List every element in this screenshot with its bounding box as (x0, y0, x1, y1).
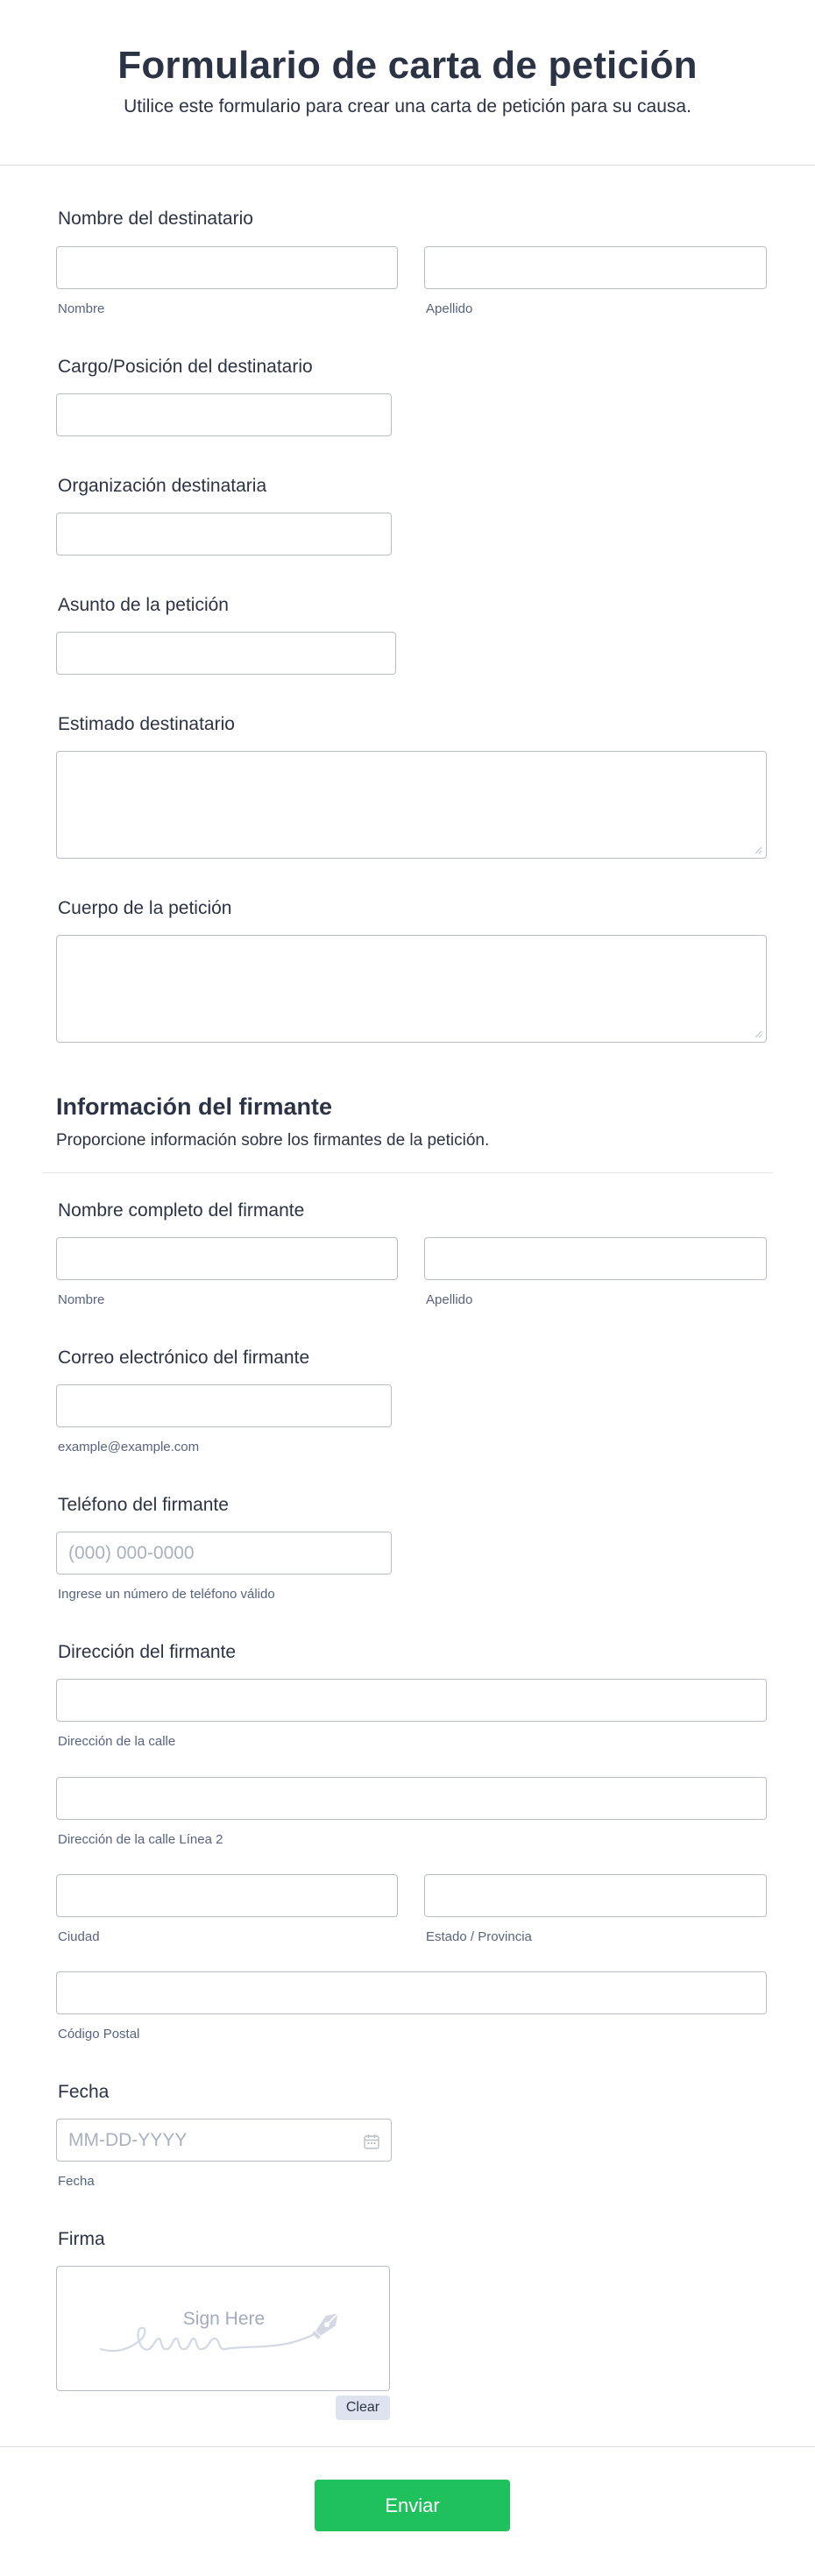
street-address-line2-sublabel: Dirección de la calle Línea 2 (58, 1832, 223, 1847)
recipient-org-input[interactable] (56, 513, 392, 556)
dear-recipient-textarea[interactable] (56, 751, 767, 859)
signer-email-sublabel: example@example.com (58, 1440, 200, 1454)
pen-nib-icon (306, 2304, 348, 2346)
postal-code-input[interactable] (56, 1971, 767, 2014)
page-subtitle: Utilice este formulario para crear una carta de petición para su causa. (124, 96, 691, 117)
recipient-position-label: Cargo/Posición del destinatario (58, 357, 313, 377)
petition-body-textarea[interactable] (56, 935, 767, 1043)
petition-subject-input[interactable] (56, 632, 396, 675)
footer-divider (0, 2446, 815, 2447)
signer-first-name-sublabel: Nombre (58, 1292, 105, 1307)
street-address-input[interactable] (56, 1679, 767, 1722)
recipient-first-name-input[interactable] (56, 246, 398, 289)
city-sublabel: Ciudad (58, 1929, 100, 1944)
signer-phone-sublabel: Ingrese un número de teléfono válido (58, 1587, 275, 1602)
date-placeholder: MM-DD-YYYY (68, 2129, 188, 2150)
recipient-last-name-sublabel: Apellido (426, 301, 473, 316)
state-province-input[interactable] (424, 1874, 767, 1917)
signer-name-label: Nombre completo del firmante (58, 1200, 305, 1221)
dear-recipient-label: Estimado destinatario (58, 714, 235, 734)
signer-email-input[interactable] (56, 1384, 392, 1427)
petition-subject-label: Asunto de la petición (58, 595, 229, 615)
signer-address-label: Dirección del firmante (58, 1642, 237, 1662)
state-province-sublabel: Estado / Provincia (426, 1929, 532, 1944)
recipient-last-name-input[interactable] (424, 246, 767, 289)
petition-body-label: Cuerpo de la petición (58, 898, 232, 918)
section-divider (42, 1172, 773, 1173)
calendar-icon[interactable] (363, 2133, 380, 2150)
recipient-org-label: Organización destinataria (58, 476, 267, 496)
signature-prompt: Sign Here (182, 2309, 266, 2329)
postal-code-sublabel: Código Postal (58, 2027, 140, 2042)
signer-section-heading: Información del firmante (56, 1093, 333, 1120)
signer-phone-input[interactable] (56, 1532, 392, 1575)
date-input[interactable] (56, 2119, 392, 2162)
recipient-name-label: Nombre del destinatario (58, 209, 253, 229)
signer-section-description: Proporcione información sobre los firmantes de la petición. (56, 1131, 490, 1150)
signature-clear-button[interactable]: Clear (336, 2396, 390, 2420)
date-label: Fecha (58, 2082, 110, 2102)
recipient-position-input[interactable] (56, 393, 392, 436)
page-title: Formulario de carta de petición (117, 44, 698, 87)
resize-handle-icon[interactable] (754, 846, 762, 854)
resize-handle-icon[interactable] (754, 1030, 762, 1038)
date-sublabel: Fecha (58, 2174, 95, 2189)
street-address-sublabel: Dirección de la calle (58, 1734, 176, 1749)
signer-phone-placeholder: (000) 000-0000 (68, 1542, 195, 1563)
signature-label: Firma (58, 2229, 105, 2249)
signer-phone-label: Teléfono del firmante (58, 1495, 229, 1515)
signer-email-label: Correo electrónico del firmante (58, 1348, 310, 1368)
recipient-first-name-sublabel: Nombre (58, 301, 105, 316)
signer-last-name-sublabel: Apellido (426, 1292, 473, 1307)
header-divider (0, 165, 815, 166)
submit-button[interactable]: Enviar (315, 2480, 510, 2531)
street-address-line2-input[interactable] (56, 1777, 767, 1820)
city-input[interactable] (56, 1874, 398, 1917)
signer-first-name-input[interactable] (56, 1237, 398, 1280)
signature-pad[interactable] (56, 2266, 390, 2391)
signer-last-name-input[interactable] (424, 1237, 767, 1280)
